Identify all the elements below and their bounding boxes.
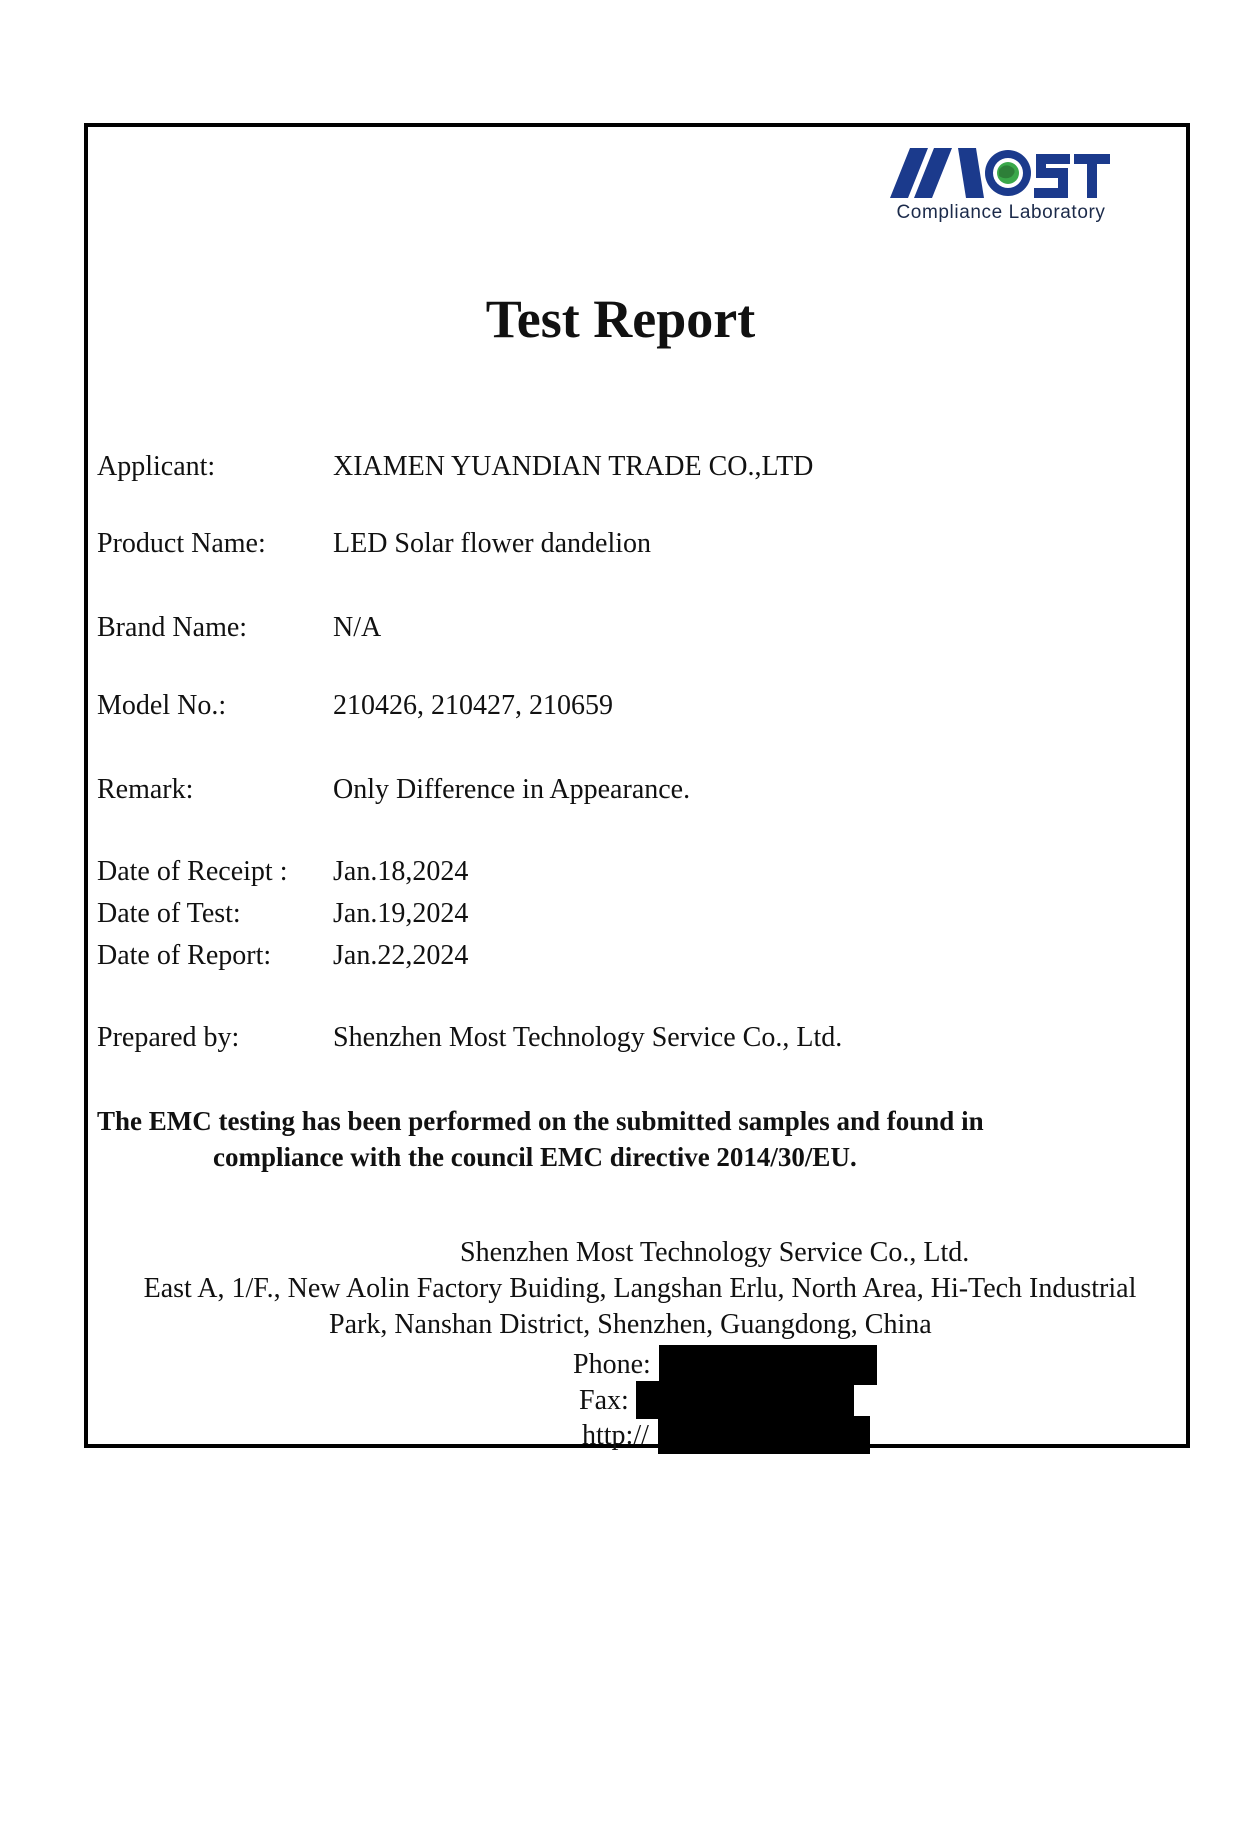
lab-address-line2: Park, Nanshan District, Shenzhen, Guangdong, China <box>329 1309 932 1340</box>
field-label: Prepared by: <box>97 1022 240 1053</box>
field-date-of-test <box>97 898 468 930</box>
field-label: Product Name: <box>97 528 266 559</box>
field-date-of-receipt <box>97 856 468 888</box>
field-label: Brand Name: <box>97 612 248 643</box>
field-label: Date of Report: <box>97 940 272 971</box>
field-value: Jan.22,2024 <box>333 940 469 971</box>
field-brand-name <box>97 612 381 644</box>
field-applicant <box>97 451 813 483</box>
field-label: Applicant: <box>97 451 216 482</box>
field-label: Remark: <box>97 774 194 805</box>
field-value: Only Difference in Appearance. <box>333 774 691 805</box>
field-label: Model No.: <box>97 690 227 721</box>
field-value: Jan.18,2024 <box>333 856 469 887</box>
fax-label: Fax: <box>579 1385 629 1416</box>
logo-st-letters <box>1034 154 1110 198</box>
field-product-name <box>97 528 651 560</box>
field-prepared-by <box>97 1022 842 1054</box>
field-date-of-report <box>97 940 468 972</box>
phone-label: Phone: <box>573 1349 651 1380</box>
field-value: 210426, 210427, 210659 <box>333 690 613 721</box>
field-remark <box>97 774 690 806</box>
field-model-no <box>97 690 613 722</box>
compliance-statement-line2: compliance with the council EMC directive 2014/30/EU. <box>213 1142 857 1172</box>
page-title: Test Report <box>485 289 756 349</box>
phone-redaction <box>659 1345 877 1385</box>
field-value: Shenzhen Most Technology Service Co., Ltd. <box>333 1022 843 1053</box>
field-value: Jan.19,2024 <box>333 898 469 929</box>
logo-m-shape <box>958 148 984 198</box>
field-value: N/A <box>333 612 382 643</box>
logo-stripes <box>890 148 952 198</box>
lab-address-line1: East A, 1/F., New Aolin Factory Buiding, Langshan Erlu, North Area, Hi-Tech Industrial <box>143 1273 1137 1304</box>
compliance-statement-line1: The EMC testing has been performed on the submitted samples and found in <box>97 1106 984 1136</box>
lab-company-name: Shenzhen Most Technology Service Co., Ltd. <box>460 1237 970 1268</box>
field-label: Date of Test: <box>97 898 241 929</box>
logo-caption: Compliance Laboratory <box>896 202 1106 223</box>
web-redaction <box>658 1416 870 1454</box>
field-value: LED Solar flower dandelion <box>333 528 652 559</box>
field-value: XIAMEN YUANDIAN TRADE CO.,LTD <box>333 451 814 482</box>
field-label: Date of Receipt : <box>97 856 288 887</box>
fax-redaction <box>636 1381 854 1419</box>
web-label: http:// <box>582 1420 649 1451</box>
